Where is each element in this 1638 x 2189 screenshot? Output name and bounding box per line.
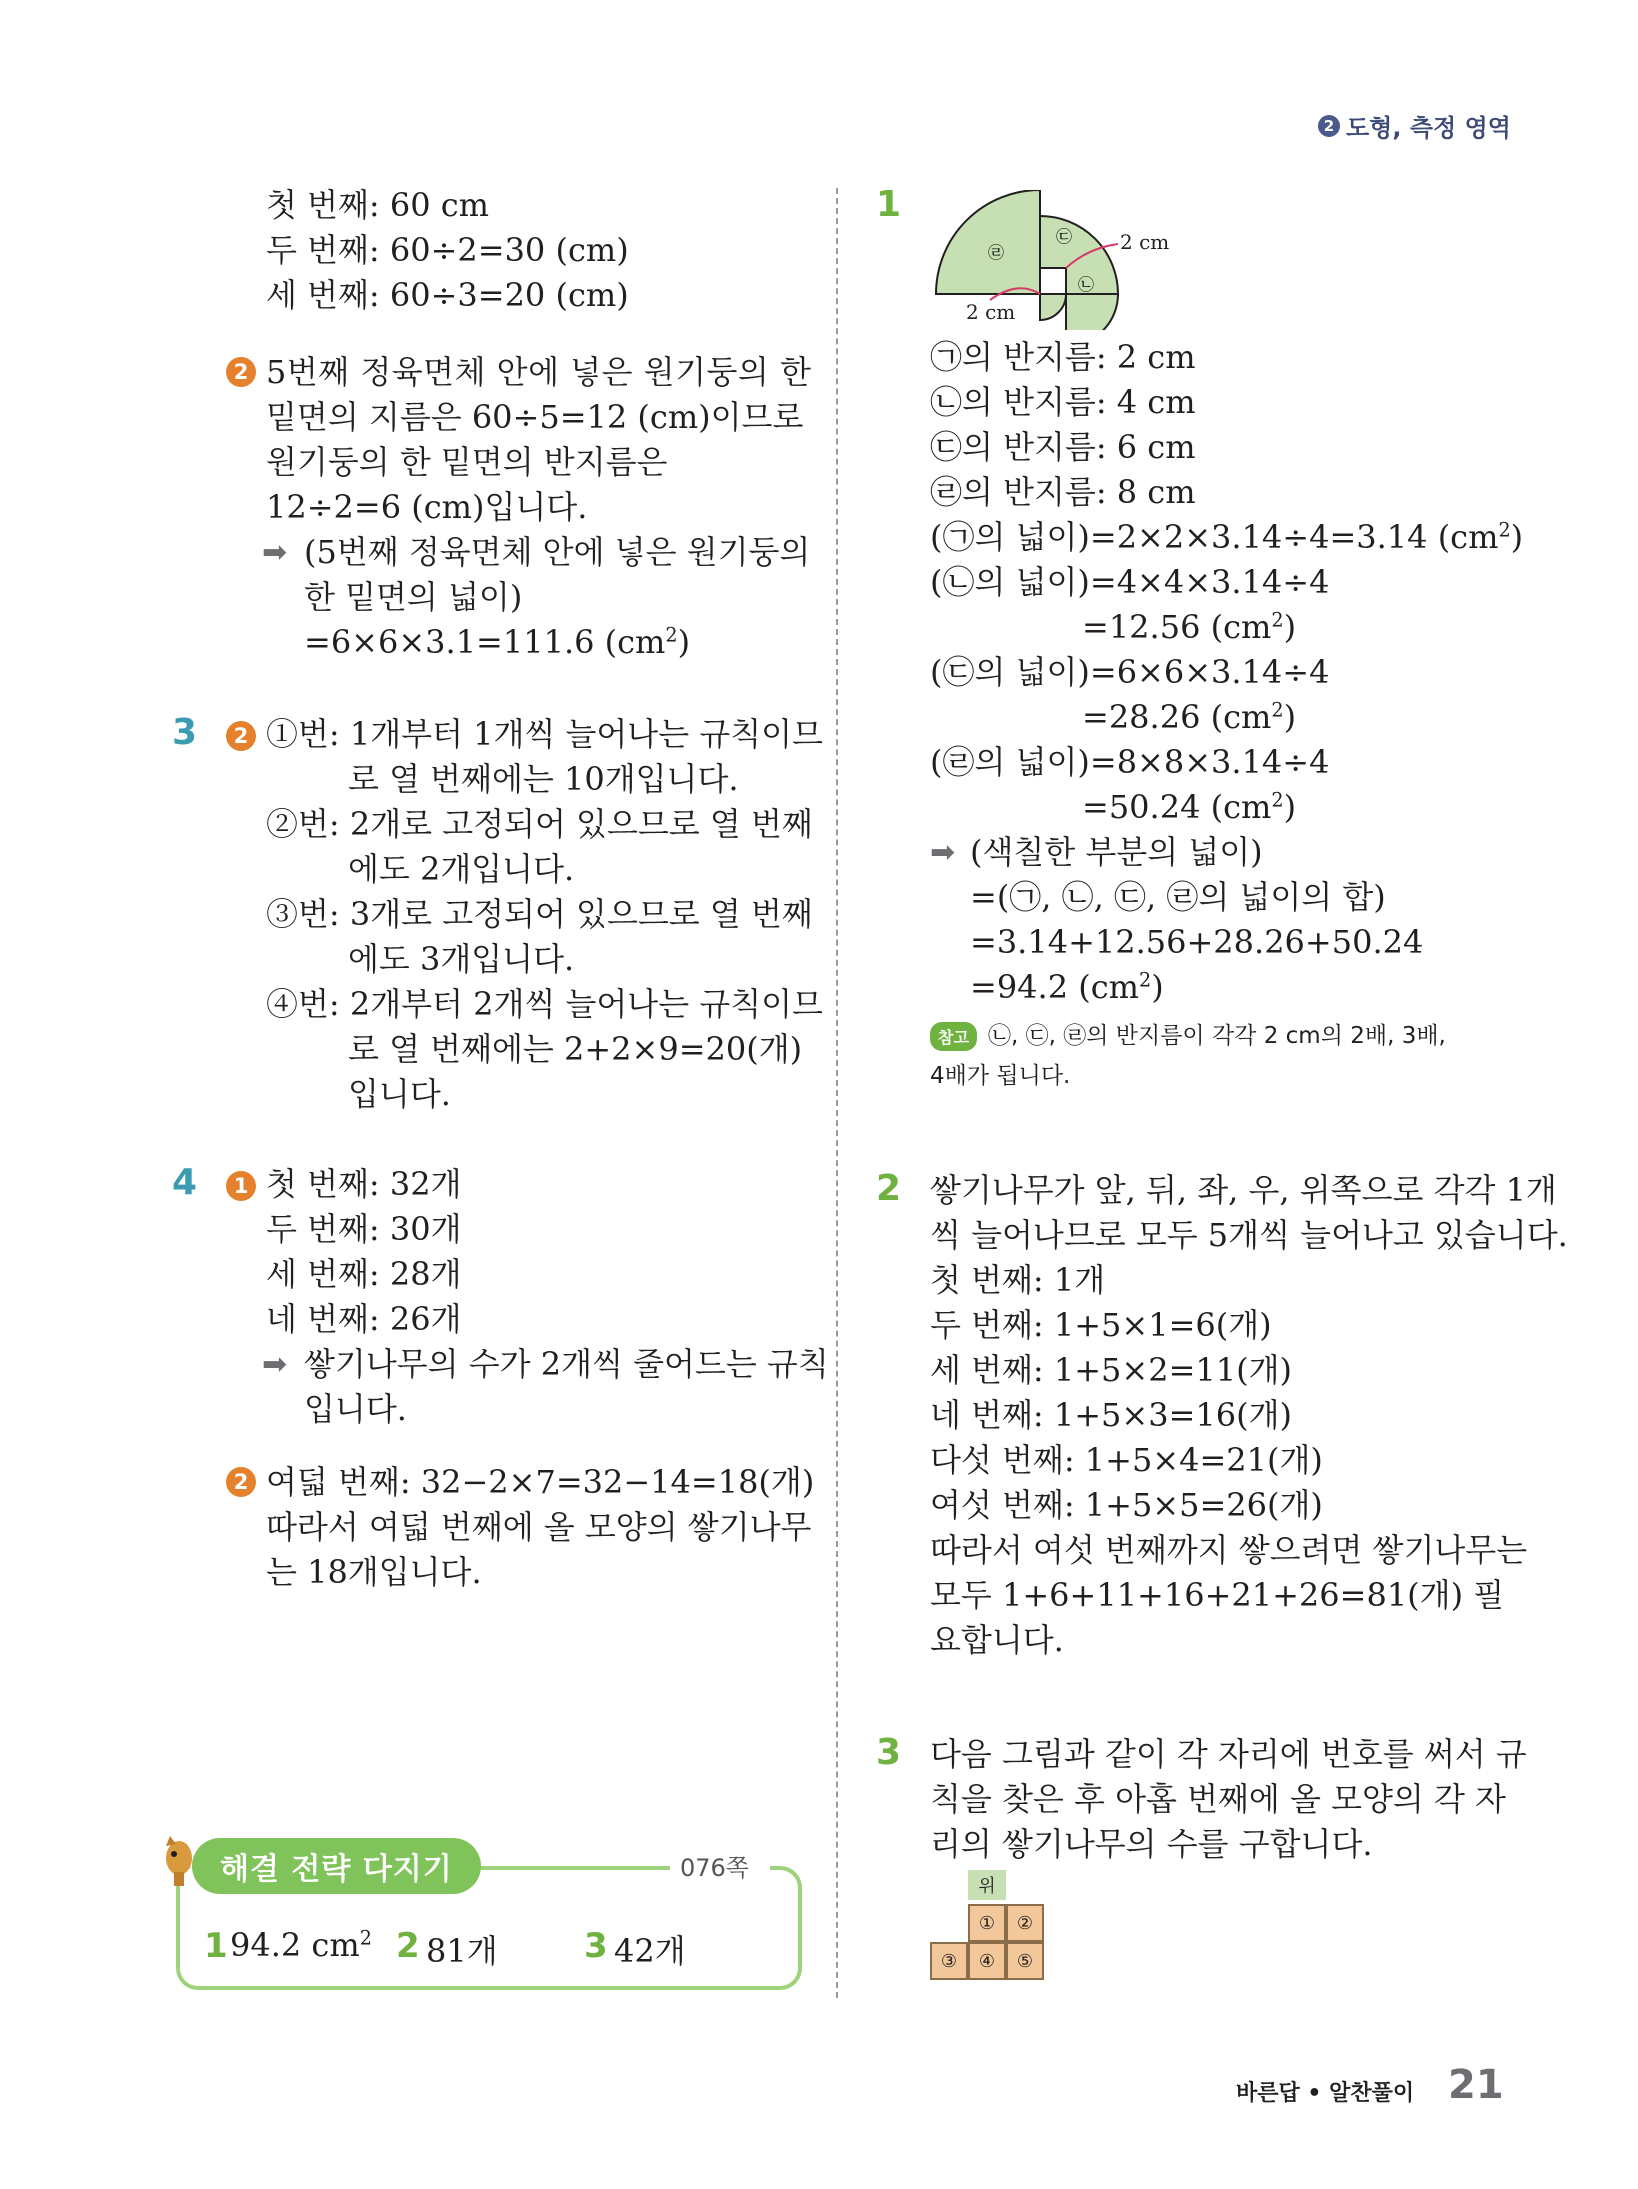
q4-p2-line-2: 따라서 여덟 번째에 올 모양의 쌓기나무 [266,1508,812,1546]
grid-cell-3: ③ [930,1942,968,1980]
svg-text:㉢: ㉢ [1056,227,1073,246]
grid-cell-5: ⑤ [1006,1942,1044,1980]
question-number-3-right: 3 [876,1732,902,1773]
q2-line-2: 씩 늘어나므로 모두 5개씩 늘어나고 있습니다. [930,1216,1568,1254]
question-number-1: 1 [876,184,902,225]
question-number-4: 4 [172,1162,198,1203]
page-number: 21 [1448,2062,1504,2108]
q1-sum-2: =(㉠, ㉡, ㉢, ㉣의 넓이의 합) [970,878,1386,916]
q4-line-1: 첫 번째: 32개 [266,1165,462,1203]
q2-line-1: 쌓기나무가 앞, 뒤, 좌, 우, 위쪽으로 각각 1개 [930,1171,1557,1209]
q2-line-8: 여섯 번째: 1+5×5=26(개) [930,1486,1323,1524]
q1-area-3b: =28.26 $(cm^2)$ [1082,698,1297,736]
q4-arrow-line-1: 쌓기나무의 수가 2개씩 줄어드는 규칙 [304,1345,829,1383]
part-badge: 2 [226,721,256,751]
figure-label-bottom: 2 cm [966,300,1016,324]
grid-cell-1: ① [968,1904,1006,1942]
column-divider [836,188,838,1998]
q2-line-10: 모두 1+6+11+16+21+26=81(개) 필 [930,1576,1505,1614]
q1-area-4b: =50.24 $(cm^2)$ [1082,788,1297,826]
q2-line-4: 두 번째: 1+5×1=6(개) [930,1306,1272,1344]
left-p-line-2: 밑면의 지름은 60÷5=12 (cm)이므로 [266,398,804,436]
left-intro-line-1: 첫 번째: 60 cm [266,186,490,224]
q3-line-4: 에도 2개입니다. [348,850,575,888]
arrow-icon: ➡ [262,1347,288,1382]
q3r-line-1: 다음 그림과 같이 각 자리에 번호를 써서 규 [930,1735,1527,1773]
grid-cell-2: ② [1006,1904,1044,1942]
q1-area-2b: =12.56 $(cm^2)$ [1082,608,1297,646]
q2-line-11: 요합니다. [930,1621,1064,1659]
q2-line-9: 따라서 여섯 번째까지 쌓으려면 쌓기나무는 [930,1531,1528,1569]
q4-arrow-line-2: 입니다. [304,1390,407,1428]
left-p-arrow-line-1: (5번째 정육면체 안에 넣은 원기둥의 [304,533,811,571]
left-p-arrow-line-2: 한 밑면의 넓이) [304,578,523,616]
section-number-badge: 2 [1318,115,1340,137]
arrow-icon: ➡ [262,535,288,570]
answer-num-1: 1 [204,1926,228,1966]
left-intro-line-3: 세 번째: 60÷3=20 (cm) [266,276,629,314]
section-header [1318,108,1511,143]
strategy-box-top-line [470,1866,670,1870]
q1-area-3a: (㉢의 넓이)=6×6×3.14÷4 [930,653,1330,691]
left-p-line-4: 12÷2=6 (cm)입니다. [266,488,588,526]
q1-radius-2: ㉡의 반지름: 4 cm [930,383,1196,421]
strategy-title [192,1838,481,1894]
q1-area-4a: (㉣의 넓이)=8×8×3.14÷4 [930,743,1330,781]
left-p-line-3: 원기둥의 한 밑면의 반지름은 [266,443,668,481]
part-badge: 1 [226,1171,256,1201]
section-label: 도형, 측정 영역 [1346,114,1511,142]
strategy-title-text: 해결 전략 다지기 [220,1852,453,1887]
q2-line-3: 첫 번째: 1개 [930,1261,1106,1299]
q3-line-7: ④번: 2개부터 2개씩 늘어나는 규칙이므 [266,985,823,1023]
part-badge: 2 [226,357,256,387]
q4-line-2: 두 번째: 30개 [266,1210,462,1248]
grid-top-label: 위 [968,1870,1006,1900]
answer-text-1: 94.2 $cm^2$ [230,1926,372,1964]
answer-num-2: 2 [396,1926,420,1966]
q3-line-3: ②번: 2개로 고정되어 있으므로 열 번째 [266,805,813,843]
q3-line-6: 에도 3개입니다. [348,940,575,978]
q3-line-2: 로 열 번째에는 10개입니다. [348,760,739,798]
q3r-line-2: 칙을 찾은 후 아홉 번째에 올 모양의 각 자 [930,1780,1506,1818]
answer-text-3: 42개 [614,1932,686,1970]
footer-label: 바른답 • 알찬풀이 [1236,2081,1415,2106]
figure-label-top: 2 cm [1120,230,1170,254]
answer-num-3: 3 [584,1926,608,1966]
note-tag: 참고 [930,1022,977,1051]
q3r-line-3: 리의 쌓기나무의 수를 구합니다. [930,1825,1373,1863]
question-number-3: 3 [172,712,198,753]
q1-area-1: (㉠의 넓이)=2×2×3.14÷4=3.14 $(cm^2)$ [930,518,1524,556]
q1-sum-1: (색칠한 부분의 넓이) [970,833,1263,871]
q1-radius-1: ㉠의 반지름: 2 cm [930,338,1196,376]
question-number-2: 2 [876,1168,902,1209]
q3-line-8: 로 열 번째에는 2+2×9=20(개) [348,1030,803,1068]
q4-p2-line-3: 는 18개입니다. [266,1553,482,1591]
svg-text:㉡: ㉡ [1078,275,1095,294]
q3-line-1: ①번: 1개부터 1개씩 늘어나는 규칙이므 [266,715,823,753]
grid-cell-4: ④ [968,1942,1006,1980]
q4-line-4: 네 번째: 26개 [266,1300,462,1338]
q2-line-5: 세 번째: 1+5×2=11(개) [930,1351,1292,1389]
left-p-line-1: 5번째 정육면체 안에 넣은 원기둥의 한 [266,353,812,391]
note-line-1: ㉡, ㉢, ㉣의 반지름이 각각 2 cm의 2배, 3배, [988,1023,1446,1049]
q1-sum-4: =94.2 $(cm^2)$ [970,968,1164,1006]
q2-line-7: 다섯 번째: 1+5×4=21(개) [930,1441,1323,1479]
q4-p2-line-1: 여덟 번째: 32−2×7=32−14=18(개) [266,1463,815,1501]
svg-text:㉣: ㉣ [988,243,1005,262]
page-reference: 076쪽 [680,1854,749,1882]
answer-text-2: 81개 [426,1932,498,1970]
left-intro-line-2: 두 번째: 60÷2=30 (cm) [266,231,629,269]
q1-sum-3: =3.14+12.56+28.26+50.24 [970,923,1424,961]
part-badge: 2 [226,1467,256,1497]
q2-line-6: 네 번째: 1+5×3=16(개) [930,1396,1292,1434]
q3-line-9: 입니다. [348,1075,451,1113]
strategy-box-top-line-right [770,1866,802,1900]
q1-radius-4: ㉣의 반지름: 8 cm [930,473,1196,511]
note-line-2: 4배가 됩니다. [930,1063,1071,1089]
arrow-icon: ➡ [930,835,956,870]
q1-area-2a: (㉡의 넓이)=4×4×3.14÷4 [930,563,1330,601]
q4-line-3: 세 번째: 28개 [266,1255,462,1293]
left-p-result: =6×6×3.1=111.6 $(cm^2)$ [304,623,691,661]
q3-line-5: ③번: 3개로 고정되어 있으므로 열 번째 [266,895,813,933]
mascot-icon [162,1834,196,1888]
q1-radius-3: ㉢의 반지름: 6 cm [930,428,1196,466]
